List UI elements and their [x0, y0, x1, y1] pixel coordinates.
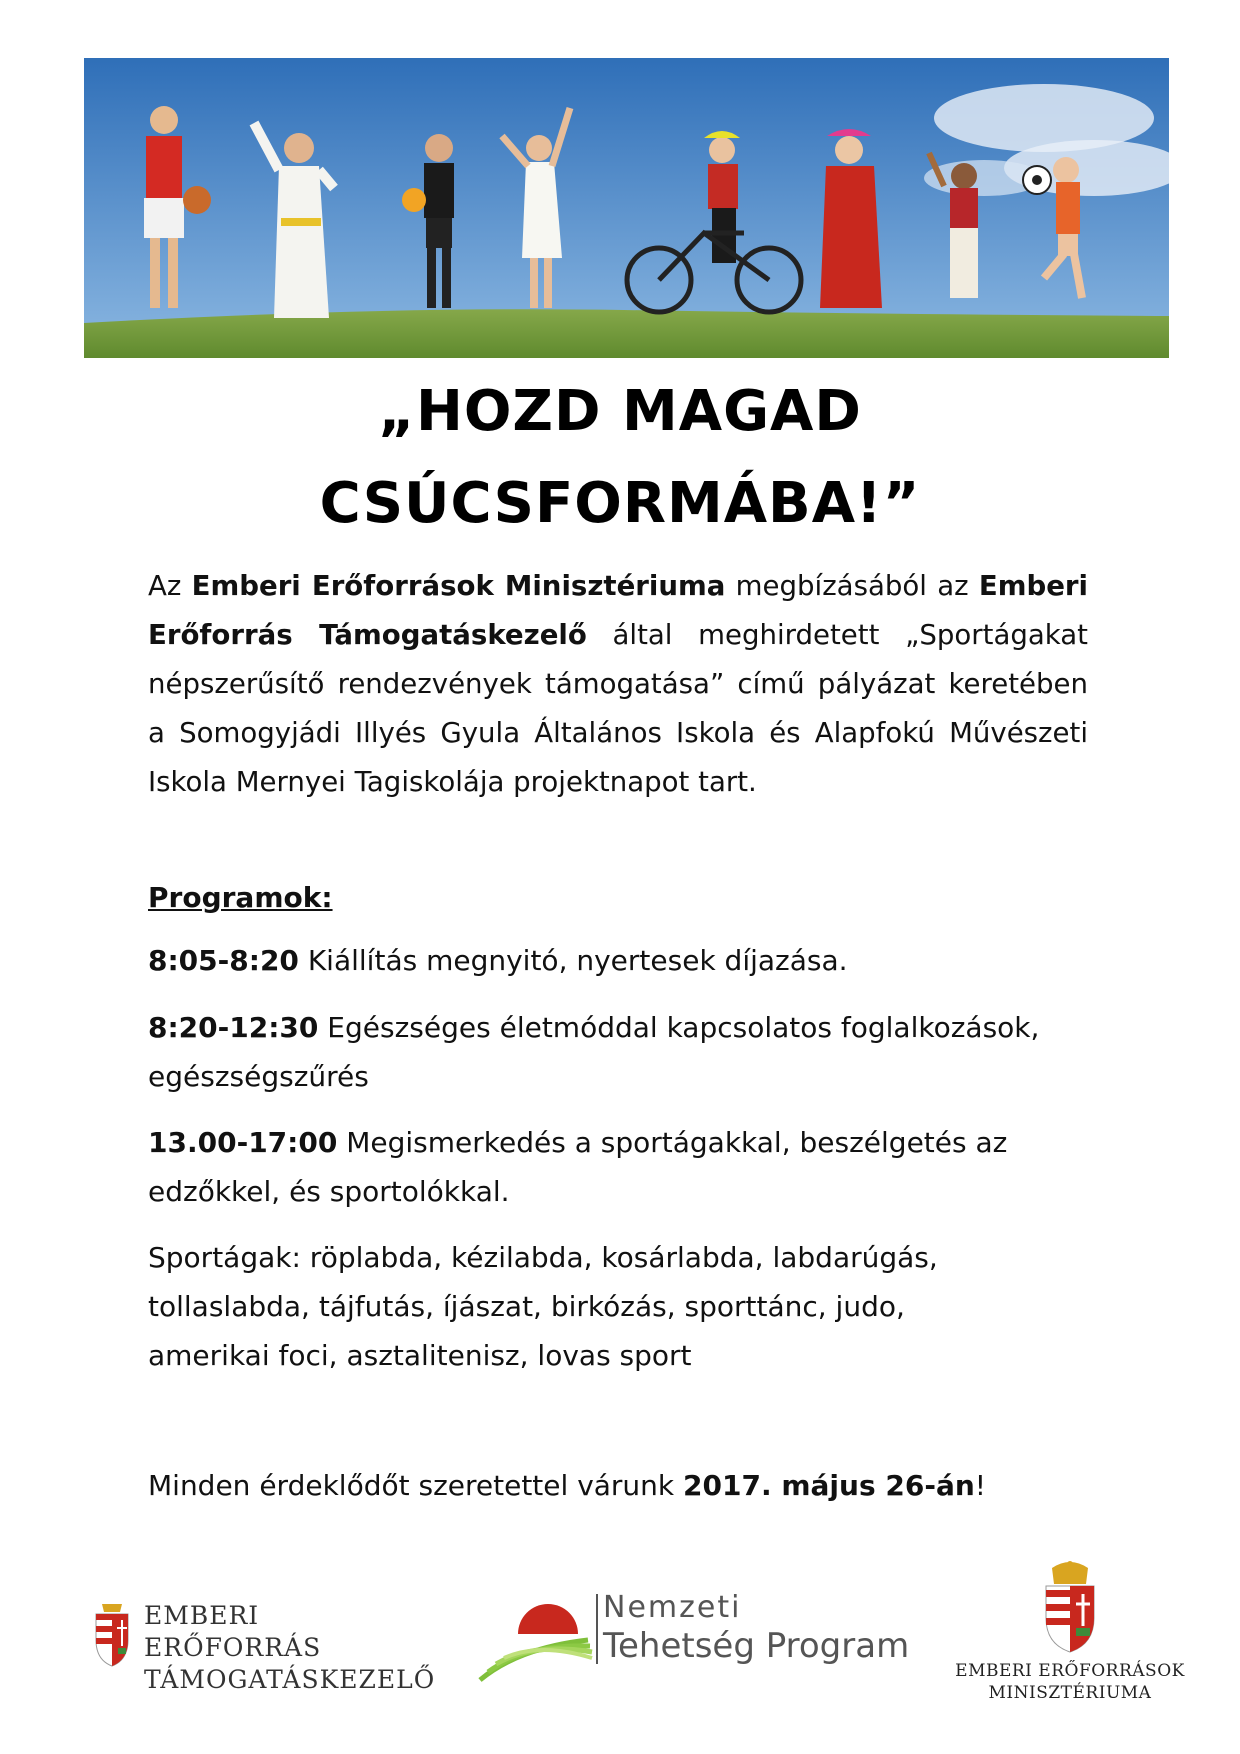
sports-line-1: Sportágak: röplabda, kézilabda, kosárlabda, labdarúgás, [148, 1241, 938, 1274]
intro-paragraph [148, 561, 1088, 806]
emmi-logo [950, 1560, 1190, 1703]
invitation [148, 1461, 1108, 1510]
hungarian-coat-of-arms-icon [92, 1598, 132, 1668]
program-item [148, 1118, 1108, 1216]
page-title-line-1: „HOZD MAGAD [378, 379, 862, 444]
program-item [148, 936, 1108, 985]
program-time: 8:20-12:30 [148, 1011, 319, 1044]
eet-logo [92, 1592, 436, 1694]
intro-agency-name: Emberi Erőforrás Támogatáskezelő [148, 569, 1088, 651]
program-text: Megismerkedés a sportágakkal, beszélgetés az edzőkkel, és sportolókkal. [148, 1126, 1008, 1208]
hero-photo [84, 58, 1169, 358]
ntp-line-2: Tehetség Program [603, 1626, 910, 1666]
program-item [148, 1003, 1108, 1101]
emmi-line-1: EMBERI ERŐFORRÁSOK [955, 1661, 1185, 1681]
page-title-line-2: CSÚCSFORMÁBA!” [319, 471, 921, 536]
program-text: Egészséges életmóddal kapcsolatos foglalkozások, egészségszűrés [148, 1011, 1040, 1093]
intro-ministry-name: Emberi Erőforrások Minisztériuma [191, 569, 726, 602]
sports-list [148, 1233, 1108, 1380]
intro-text-2: megbízásából az [725, 569, 979, 602]
eet-line-2: TÁMOGATÁSKEZELŐ [144, 1665, 436, 1694]
ntp-logo [478, 1588, 918, 1688]
intro-text-1: Az [148, 569, 192, 602]
program-time: 8:05-8:20 [148, 944, 299, 977]
invite-text: Minden érdeklődőt szeretettel várunk [148, 1469, 684, 1502]
eet-line-1: EMBERI ERŐFORRÁS [144, 1601, 322, 1662]
sports-line-2: tollaslabda, tájfutás, íjászat, birkózás, sporttánc, judo, [148, 1290, 905, 1323]
invite-end: ! [974, 1469, 987, 1502]
ntp-line-1: Nemzeti [603, 1590, 742, 1625]
hungarian-coat-of-arms-icon [1040, 1560, 1100, 1655]
programs-heading: Programok: [148, 881, 333, 914]
emmi-line-2: MINISZTÉRIUMA [988, 1683, 1152, 1703]
program-text: Kiállítás megnyitó, nyertesek díjazása. [298, 944, 848, 977]
sports-line-3: amerikai foci, asztalitenisz, lovas sport [148, 1339, 692, 1372]
event-date: 2017. május 26-án [683, 1469, 975, 1502]
ntp-divider [596, 1594, 598, 1664]
intro-text-3: által meghirdetett „Sportágakat népszerűsítő rendezvények támogatása” című pályázat keretében a Somogyjádi Illyés Gyula Általános Iskola és Alapfokú Művészeti Iskola Mernyei Tagiskolája projektnapot tart. [148, 618, 1088, 798]
program-time: 13.00-17:00 [148, 1126, 338, 1159]
ntp-emblem-icon [478, 1588, 593, 1688]
